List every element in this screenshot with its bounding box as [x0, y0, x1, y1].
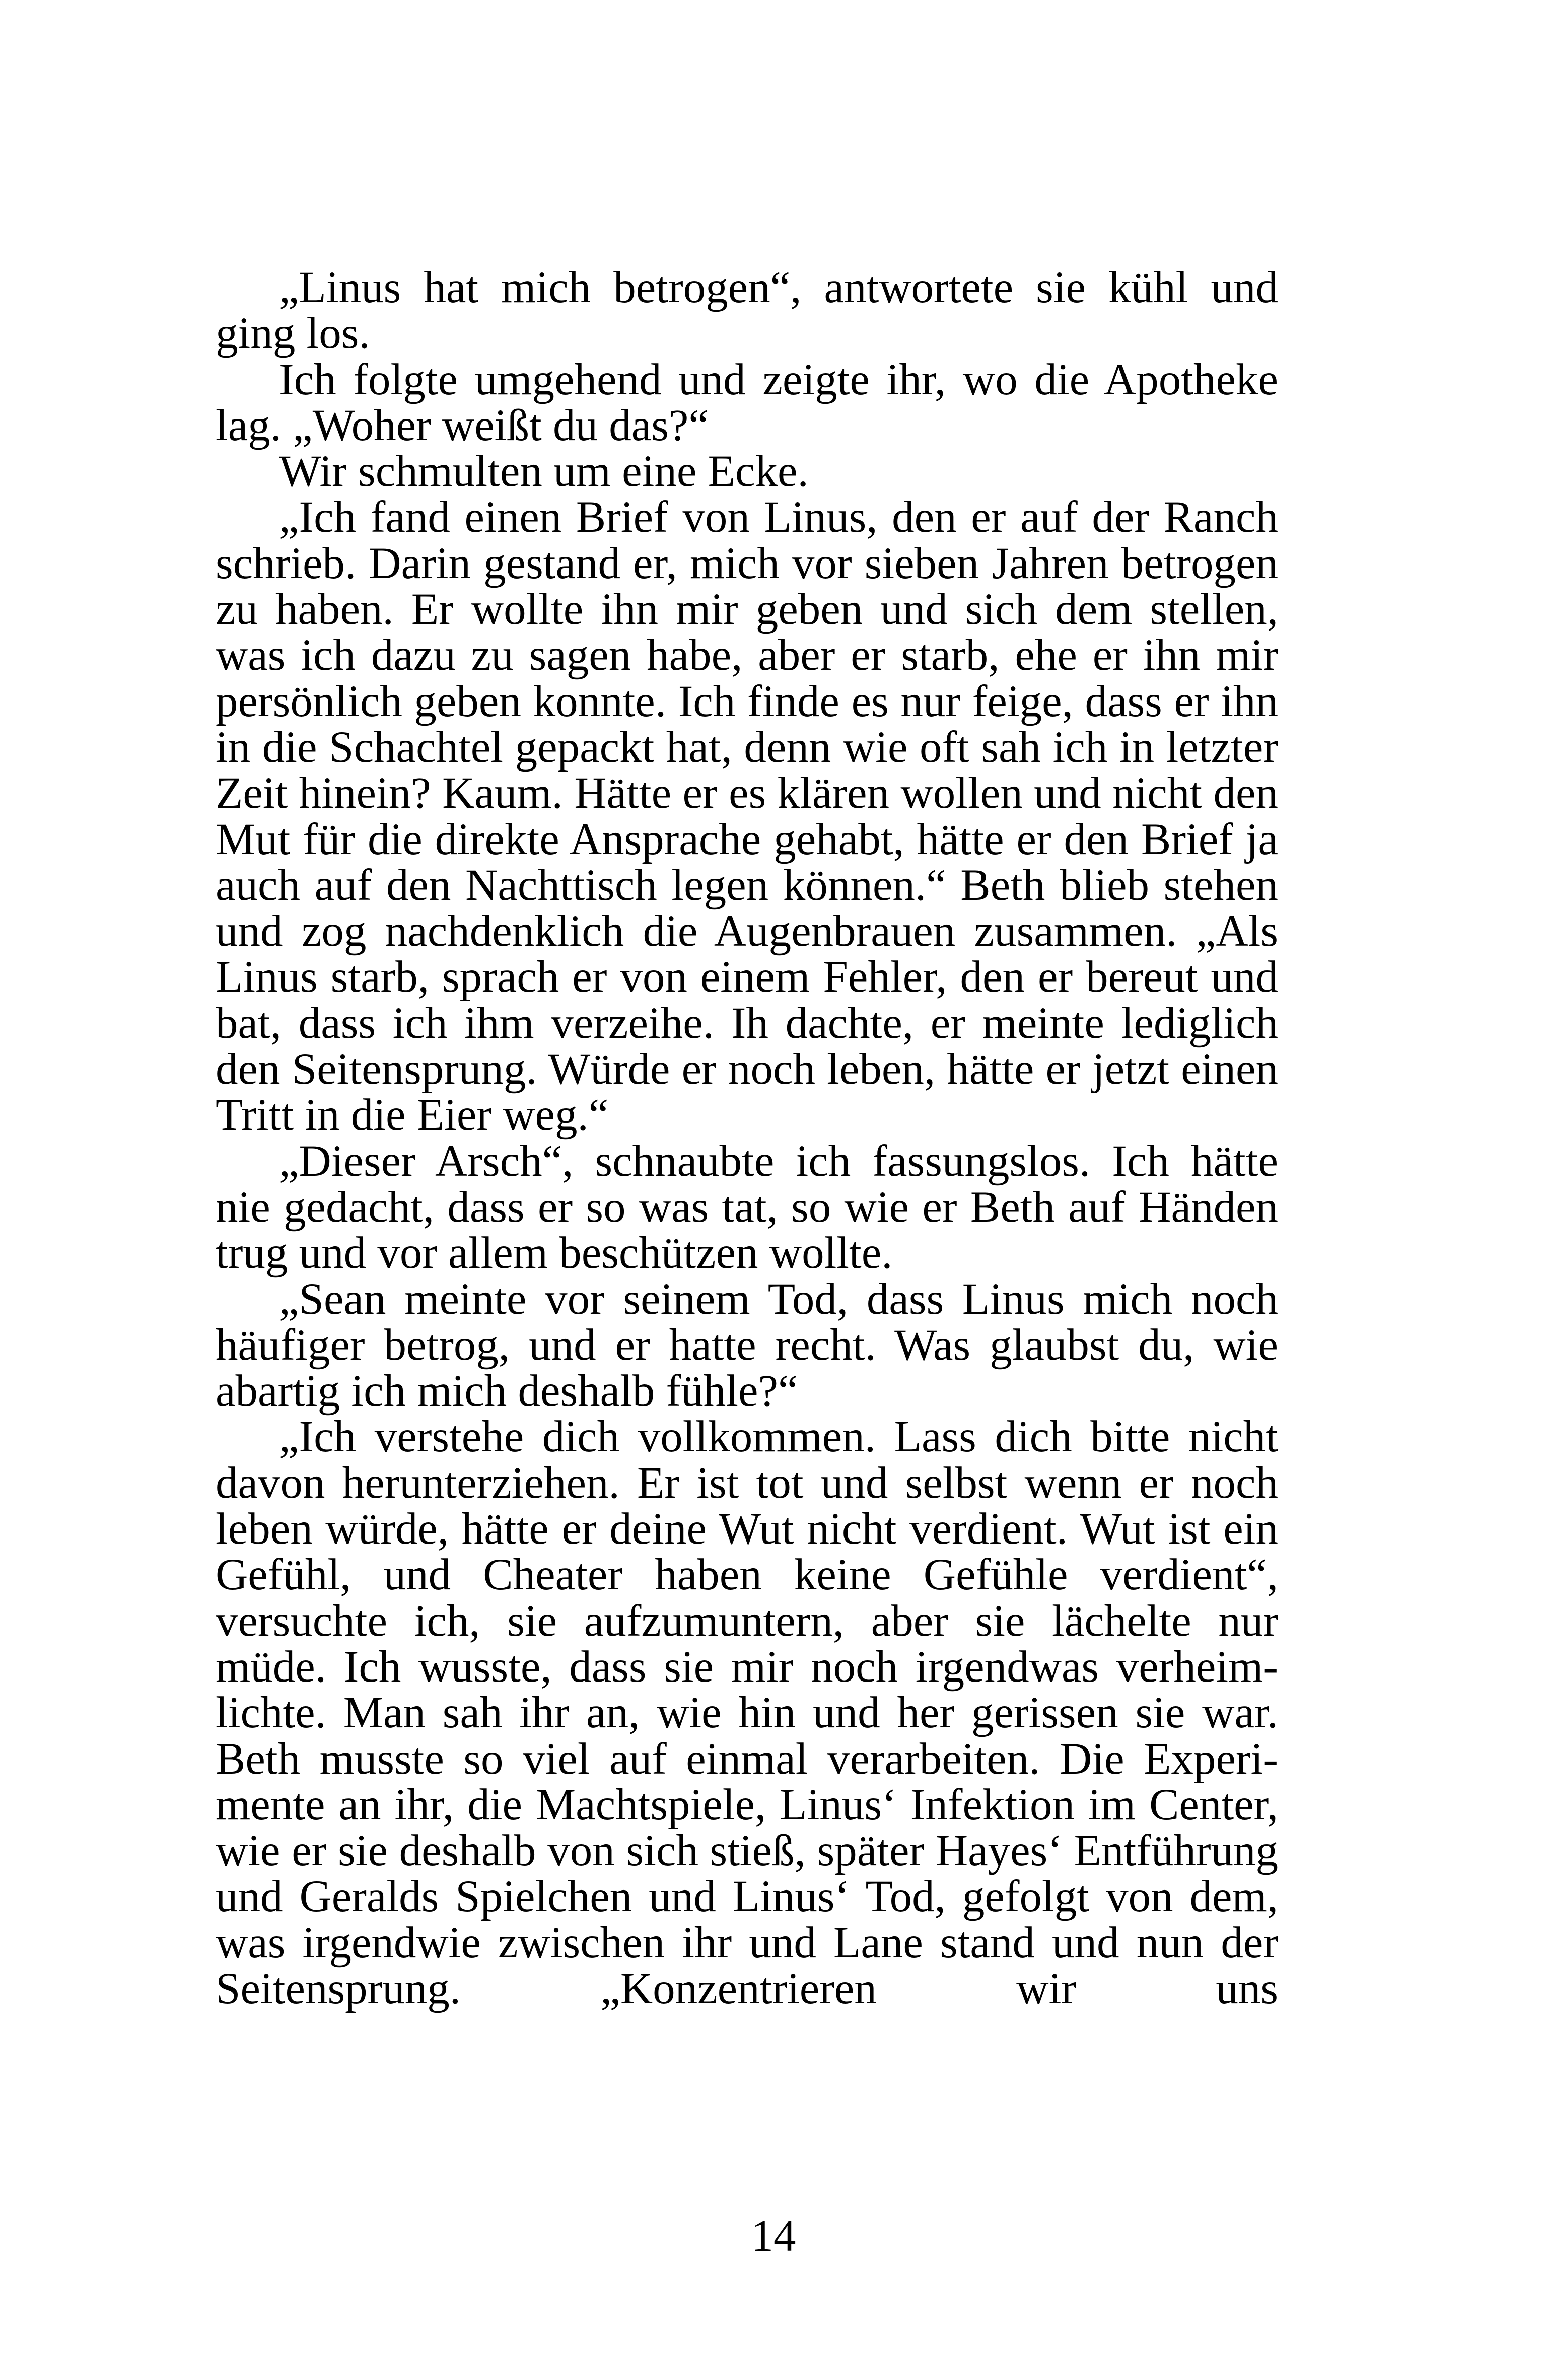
body-text [216, 265, 1278, 2012]
paragraph-2: Ich folgte umgehend und zeigte ihr, wo die Apotheke lag. „Woher weißt du das?“ [216, 355, 1278, 450]
paragraph-1: „Linus hat mich betrogen“, antwortete sie kühl und ging los. [216, 263, 1278, 359]
paragraph-6: „Sean meinte vor seinem Tod, dass Linus mich noch häufiger betrog, und er hatte recht. Was glaubst du, wie abartig ich mich deshalb fühle?“ [216, 1274, 1278, 1416]
paragraph-5: „Dieser Arsch“, schnaubte ich fassungslos. Ich hätte nie gedacht, dass er so was tat, so wie er Beth auf Händen trug und vor allem beschützen wollte. [216, 1136, 1278, 1278]
page-number: 14 [751, 2211, 796, 2261]
paragraph-3: Wir schmulten um eine Ecke. [279, 447, 809, 497]
paragraph-7: „Ich verstehe dich vollkommen. Lass dich bitte nicht davon herunterziehen. Er ist tot und selbst wenn er noch leben würde, hätte er deine Wut nicht verdient. Wut ist ein Gefühl, und Cheater haben keine Gefühle verdient“, versuchte ich, sie aufzumuntern, aber sie lächelte nur müde. Ich wusste, dass sie mir noch irgendwas verheimlichte. Man sah ihr an, wie hin und her gerissen sie war. Beth musste so viel auf einmal verarbeiten. Die Experimente an ihr, die Machtspiele, Linus‘ Infektion im Center, wie er sie deshalb von sich stieß, später Hayes‘ Entführung und Geralds Spielchen und Linus‘ Tod, gefolgt von dem, was irgendwie zwischen ihr und Lane stand und nun der Seitensprung. „Konzentrieren wir uns [216, 1412, 1278, 2013]
paragraph-4: „Ich fand einen Brief von Linus, den er auf der Ranch schrieb. Darin gestand er, mich vor sieben Jahren betrogen zu haben. Er wollte ihn mir geben und sich dem stellen, was ich dazu zu sagen habe, aber er starb, ehe er ihn mir persönlich geben konnte. Ich finde es nur feige, dass er ihn in die Schachtel gepackt hat, denn wie oft sah ich in letzter Zeit hinein? Kaum. Hätte er es klären wollen und nicht den Mut für die direkte Ansprache gehabt, hätte er den Brief ja auch auf den Nachttisch legen können.“ Beth blieb stehen und zog nachdenklich die Augenbrauen zusammen. „Als Linus starb, sprach er von einem Fehler, den er bereut und bat, dass ich ihm verzeihe. Ih dachte, er meinte lediglich den Seitensprung. Würde er noch leben, hätte er jetzt einen Tritt in die Eier weg.“ [216, 493, 1278, 1140]
